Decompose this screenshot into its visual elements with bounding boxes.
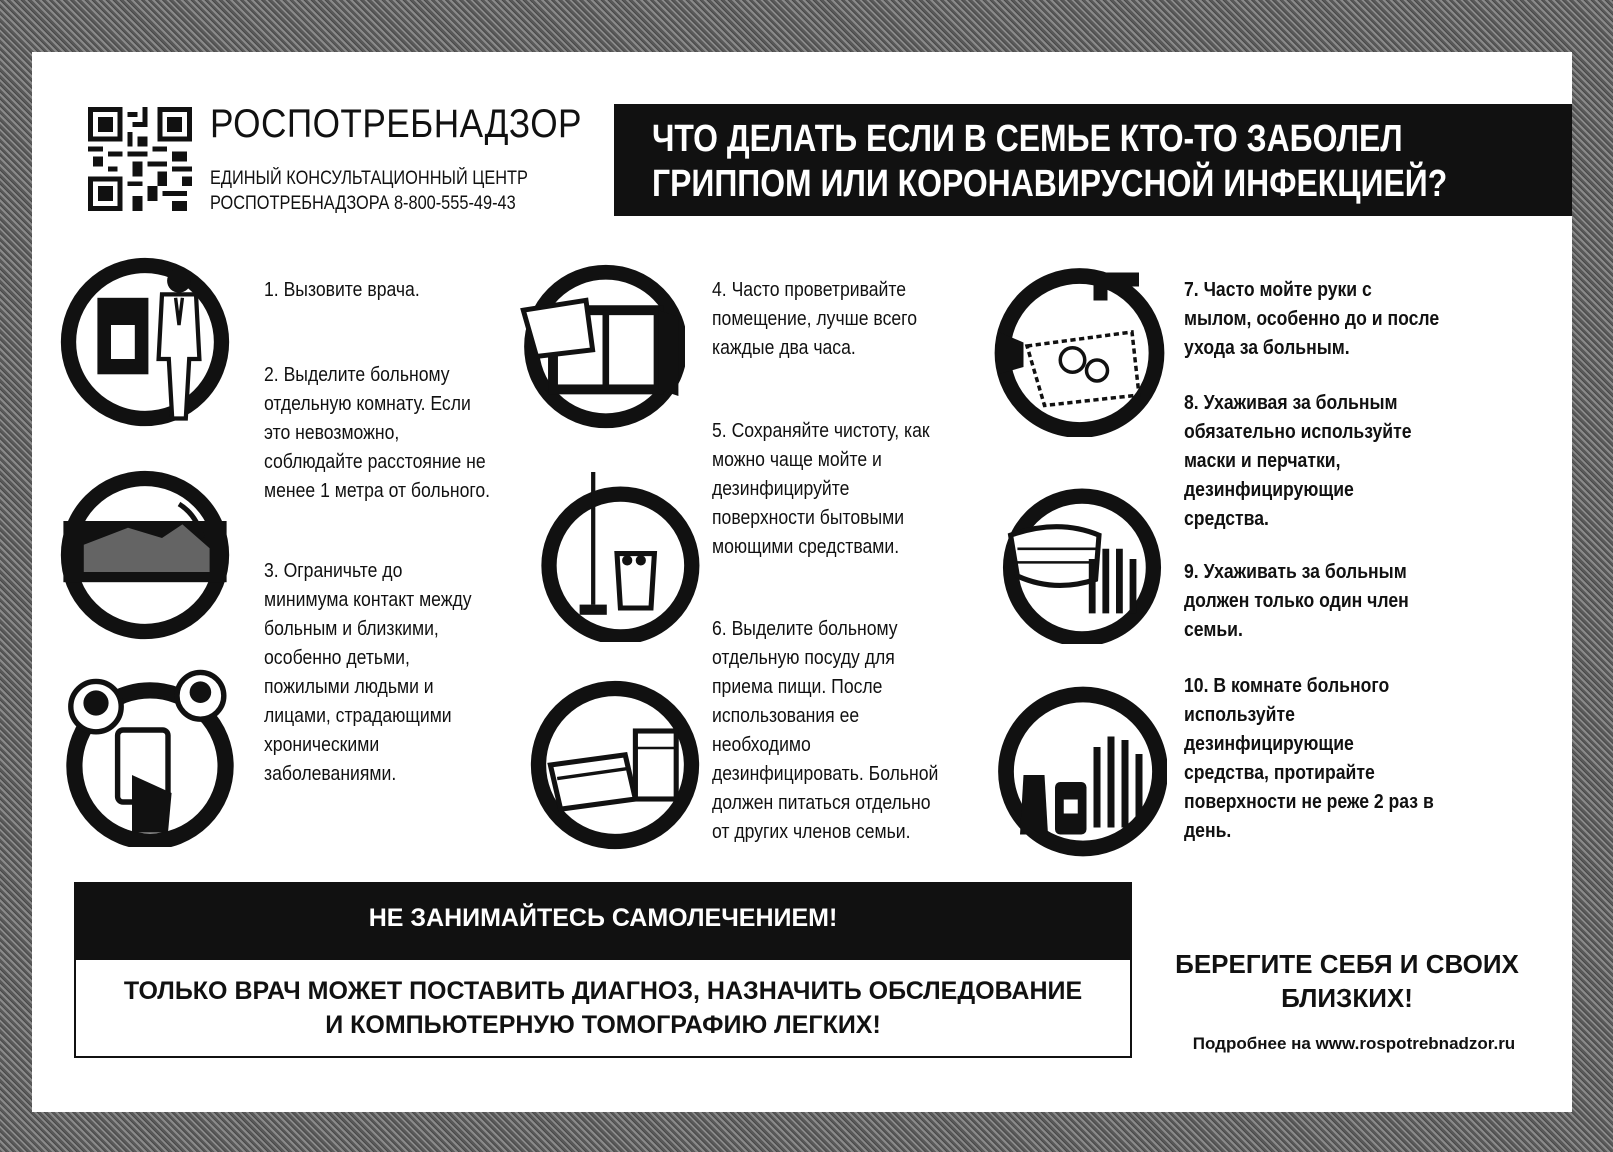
- tip-3-line: минимума контакт между: [264, 589, 472, 611]
- tip-10-line: 10. В комнате больного: [1184, 675, 1390, 697]
- tip-9-line: должен только один член: [1184, 590, 1409, 612]
- org-name: РОСПОТРЕБНАДЗОР: [210, 102, 582, 146]
- tip-6-line: дезинфицировать. Больной: [712, 763, 939, 785]
- tip-8-line: 8. Ухаживая за больным: [1184, 392, 1398, 414]
- tip-9-line: 9. Ухаживать за больным: [1184, 561, 1407, 583]
- doctor-only-line-2: И КОМПЬЮТЕРНУЮ ТОМОГРАФИЮ ЛЕГКИХ!: [325, 1011, 881, 1039]
- page-title: [652, 117, 1447, 207]
- tip-5-line: дезинфицируйте: [712, 478, 850, 500]
- tip-8: [1184, 389, 1412, 534]
- cleaning-mop-icon: [532, 472, 702, 642]
- more-info-link[interactable]: Подробнее на www.rospotrebnadzor.ru: [1192, 1034, 1516, 1053]
- mask-gloves-icon: [997, 474, 1167, 644]
- hand-washing-icon: [992, 262, 1167, 437]
- self-treatment-warning-bar: [74, 882, 1132, 958]
- tip-3-line: больным и близкими,: [264, 618, 439, 640]
- tip-3-line: лицами, страдающими: [264, 705, 452, 727]
- tip-6-line: должен питаться отдельно: [712, 792, 931, 814]
- tip-6-line: приема пищи. После: [712, 676, 883, 698]
- tip-3: [264, 557, 472, 789]
- warning-title: НЕ ЗАНИМАЙТЕСЬ САМОЛЕЧЕНИЕМ!: [368, 904, 838, 932]
- tip-4-line: каждые два часа.: [712, 337, 856, 359]
- tip-9-line: семьи.: [1184, 619, 1243, 641]
- tip-6: [712, 615, 938, 847]
- tip-4: [712, 276, 917, 363]
- tip-7-line: 7. Часто мойте руки с: [1184, 279, 1372, 301]
- tip-5-line: моющими средствами.: [712, 536, 900, 558]
- tip-10-line: используйте: [1184, 704, 1295, 726]
- tip-5-line: можно чаще мойте и: [712, 449, 882, 471]
- tip-7: [1184, 276, 1439, 363]
- tip-3-line: 3. Ограничьте до: [264, 560, 403, 582]
- tip-3-line: хроническими: [264, 734, 380, 756]
- qr-code-icon[interactable]: [88, 107, 192, 211]
- tip-5-line: 5. Сохраняйте чистоту, как: [712, 420, 930, 442]
- tip-10-line: день.: [1184, 820, 1232, 842]
- tip-6-line: от других членов семьи.: [712, 821, 911, 843]
- tip-2-line: отдельную комнату. Если: [264, 393, 471, 415]
- tip-1-line: 1. Вызовите врача.: [264, 279, 420, 301]
- leaflet-sheet: [32, 52, 1572, 1112]
- tip-2: [264, 361, 490, 506]
- take-care-line-2: БЛИЗКИХ!: [1281, 983, 1413, 1013]
- disinfectant-icon: [992, 684, 1167, 859]
- tip-2-line: соблюдайте расстояние не: [264, 451, 486, 473]
- tip-7-line: ухода за больным.: [1184, 337, 1350, 359]
- take-care-line-1: БЕРЕГИТЕ СЕБЯ И СВОИХ: [1175, 949, 1519, 979]
- take-care-slogan: [1152, 947, 1542, 1015]
- tip-8-line: обязательно используйте: [1184, 421, 1412, 443]
- tip-7-line: мылом, особенно до и после: [1184, 308, 1440, 330]
- hotline-info: [210, 166, 528, 216]
- tip-10: [1184, 672, 1434, 846]
- hotline-line-2: РОСПОТРЕБНАДЗОРА 8-800-555-49-43: [210, 193, 516, 214]
- tip-8-line: средства.: [1184, 508, 1269, 530]
- tip-1: [264, 276, 420, 305]
- doctor-only-line-1: ТОЛЬКО ВРАЧ МОЖЕТ ПОСТАВИТЬ ДИАГНОЗ, НАЗНАЧИТЬ ОБСЛЕДОВАНИЕ: [123, 977, 1083, 1005]
- tip-10-line: средства, протирайте: [1184, 762, 1375, 784]
- limit-contact-icon: [60, 667, 240, 847]
- ventilate-window-icon: [520, 264, 685, 429]
- tip-6-line: необходимо: [712, 734, 811, 756]
- tip-10-line: дезинфицирующие: [1184, 733, 1354, 755]
- tip-6-line: отдельную посуду для: [712, 647, 895, 669]
- title-line-2: ГРИППОМ ИЛИ КОРОНАВИРУСНОЙ ИНФЕКЦИЕЙ?: [652, 163, 1448, 205]
- tip-3-line: пожилыми людьми и: [264, 676, 434, 698]
- tip-5-line: поверхности бытовыми: [712, 507, 905, 529]
- separate-dishes-icon: [530, 680, 700, 850]
- hotline-line-1: ЕДИНЫЙ КОНСУЛЬТАЦИОННЫЙ ЦЕНТР: [210, 168, 528, 189]
- tip-10-line: поверхности не реже 2 раз в: [1184, 791, 1434, 813]
- page-title-box: [614, 104, 1572, 216]
- separate-room-icon: [60, 470, 230, 640]
- tip-8-line: маски и перчатки,: [1184, 450, 1341, 472]
- tip-6-line: 6. Выделите больному: [712, 618, 898, 640]
- tip-9: [1184, 558, 1409, 645]
- tip-5: [712, 417, 930, 562]
- tip-4-line: 4. Часто проветривайте: [712, 279, 906, 301]
- doctor-only-box: [74, 958, 1132, 1058]
- doctor-call-icon: [60, 257, 230, 427]
- tip-2-line: это невозможно,: [264, 422, 400, 444]
- tip-6-line: использования ее: [712, 705, 860, 727]
- tip-2-line: менее 1 метра от больного.: [264, 480, 491, 502]
- tip-8-line: дезинфицирующие: [1184, 479, 1354, 501]
- title-line-1: ЧТО ДЕЛАТЬ ЕСЛИ В СЕМЬЕ КТО-ТО ЗАБОЛЕЛ: [652, 118, 1403, 160]
- doctor-only-text: [76, 974, 1130, 1042]
- tip-3-line: заболеваниями.: [264, 763, 397, 785]
- tip-3-line: особенно детьми,: [264, 647, 410, 669]
- tip-4-line: помещение, лучше всего: [712, 308, 917, 330]
- tip-2-line: 2. Выделите больному: [264, 364, 450, 386]
